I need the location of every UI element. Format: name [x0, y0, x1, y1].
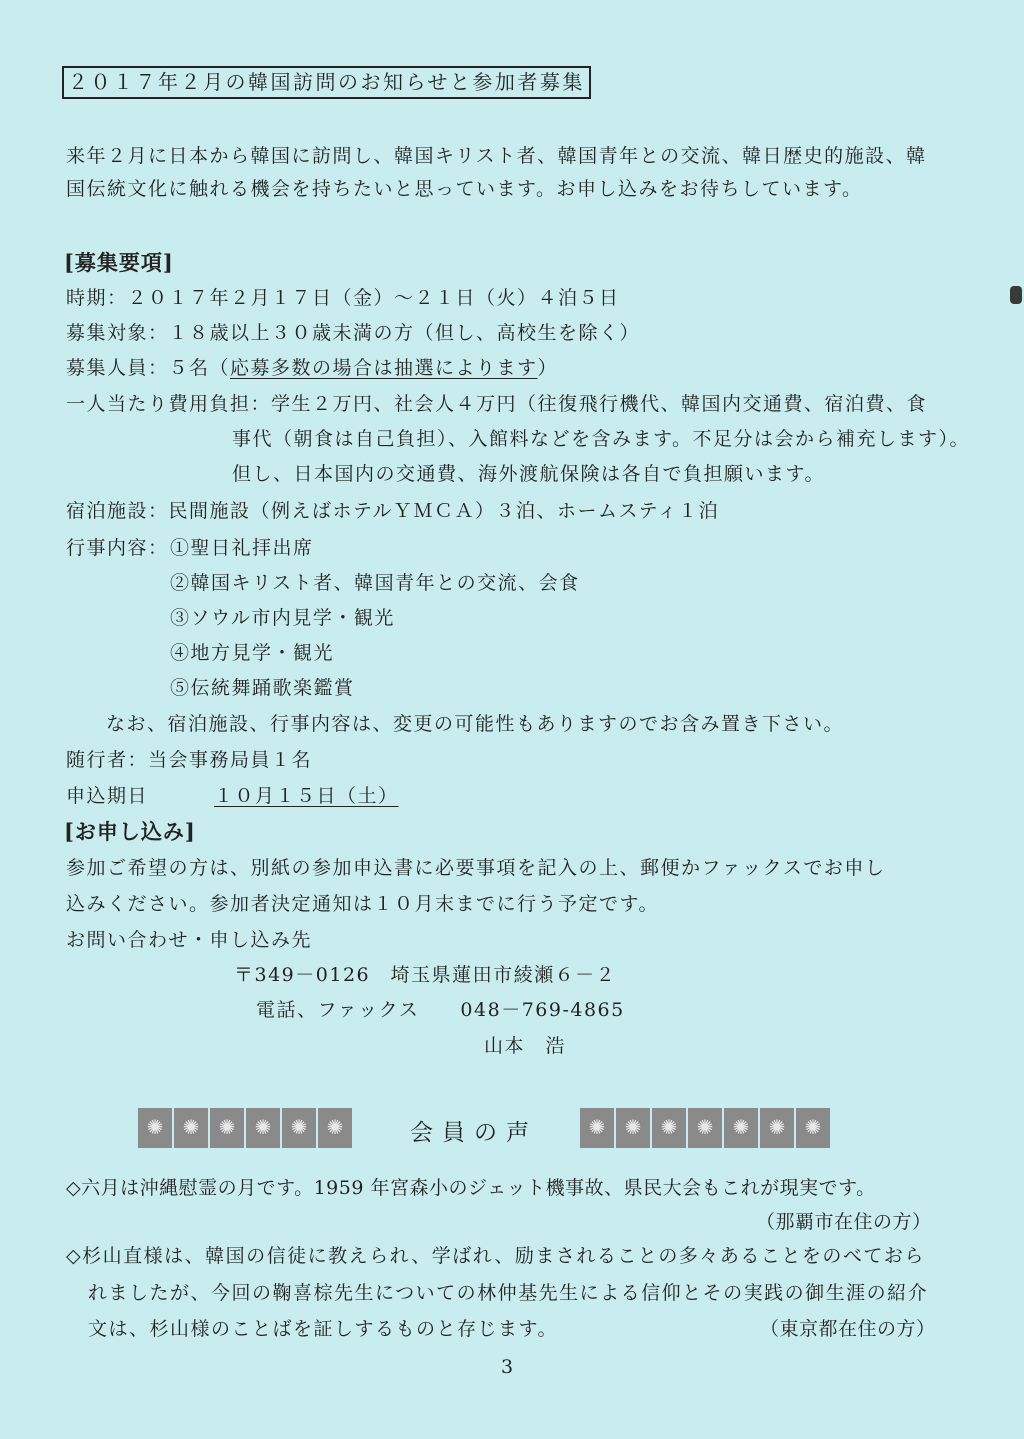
activity-item: ④地方見学・観光 [170, 642, 335, 664]
flower-ornament-icon [616, 1108, 650, 1148]
flower-ornament-icon [174, 1108, 208, 1148]
capacity-close: ） [537, 357, 559, 379]
flower-ornament-icon [580, 1108, 614, 1148]
capacity-line [66, 356, 558, 380]
capacity-label: 募集人員：５名（ [66, 357, 231, 379]
contact-label: お問い合わせ・申し込み先 [66, 929, 313, 951]
cost-line-1: 一人当たり費用負担：学生２万円、社会人４万円（往復飛行機代、韓国内交通費、宿泊費、食 [66, 393, 928, 415]
ornament-right [580, 1108, 830, 1148]
flower-ornament-icon [652, 1108, 686, 1148]
period-line: 時期：２０１７年２月１７日（金）～２１日（火）４泊５日 [66, 287, 620, 309]
voice-2-line-1: ◇杉山直様は、韓国の信徒に教えられ、学ばれ、励まされることの多々あることをのべておら [66, 1245, 925, 1267]
flower-ornament-icon [724, 1108, 758, 1148]
activity-item: ①聖日礼拝出席 [170, 537, 314, 559]
page-title: ２０１７年２月の韓国訪問のお知らせと参加者募集 [62, 66, 591, 99]
intro-line-1: 来年２月に日本から韓国に訪問し、韓国キリスト者、韓国青年との交流、韓日歴史的施設、韓 [66, 145, 927, 167]
flower-ornament-icon [246, 1108, 280, 1148]
page-number: 3 [500, 1356, 514, 1378]
voice-2-signature: （東京都在住の方） [760, 1318, 936, 1340]
flower-ornament-icon [210, 1108, 244, 1148]
activity-item: ②韓国キリスト者、韓国青年との交流、会食 [170, 572, 580, 594]
application-heading: [お申し込み] [64, 819, 196, 844]
cost-line-3: 但し、日本国内の交通費、海外渡航保険は各自で負担願います。 [232, 463, 825, 485]
requirements-heading: [募集要項] [64, 250, 174, 275]
activities-label: 行事内容： [66, 537, 169, 559]
application-line-1: 参加ご希望の方は、別紙の参加申込書に必要事項を記入の上、郵便かファックスでお申し [66, 857, 886, 879]
deadline-label: 申込期日 [66, 785, 149, 807]
cost-line-2: 事代（朝食は自己負担）、入館料などを含みます。不足分は会から補充します）。 [232, 428, 970, 450]
activity-item: ⑤伝統舞踊歌楽鑑賞 [170, 677, 355, 699]
voice-2-line-3: 文は、杉山様のことばを証しするものと存じます。 [88, 1318, 558, 1340]
capacity-note: 応募多数の場合は抽選によります [230, 357, 538, 379]
flower-ornament-icon [688, 1108, 722, 1148]
scan-edge-mark [1010, 286, 1022, 304]
application-line-2: 込みください。参加者決定通知は１０月末までに行う予定です。 [66, 893, 659, 915]
deadline-value: １０月１５日（土） [214, 785, 399, 807]
target-line: 募集対象：１８歳以上３０歳未満の方（但し、高校生を除く） [66, 322, 641, 344]
escort-line: 随行者：当会事務局員１名 [66, 749, 313, 771]
voice-1-signature: （那覇市在住の方） [756, 1211, 932, 1233]
contact-phone: 電話、ファックス 048－769-4865 [256, 999, 625, 1021]
changes-note: なお、宿泊施設、行事内容は、変更の可能性もありますのでお含み置き下さい。 [106, 713, 845, 735]
flower-ornament-icon [138, 1108, 172, 1148]
flower-ornament-icon [796, 1108, 830, 1148]
flower-ornament-icon [760, 1108, 794, 1148]
lodging-line: 宿泊施設：民間施設（例えばホテルＹＭＣＡ）３泊、ホームスティ１泊 [66, 500, 720, 522]
ornament-left [138, 1108, 352, 1148]
flower-ornament-icon [318, 1108, 352, 1148]
voice-1: ◇六月は沖縄慰霊の月です。1959 年宮森小のジェット機事故、県民大会もこれが現実です。 [66, 1177, 876, 1199]
activity-item: ③ソウル市内見学・観光 [170, 607, 395, 629]
contact-address: 〒349－0126 埼玉県蓮田市綾瀬６－２ [234, 964, 617, 986]
flower-ornament-icon [282, 1108, 316, 1148]
contact-name: 山本 浩 [484, 1035, 567, 1057]
members-voice-heading: 会員の声 [410, 1120, 538, 1146]
intro-line-2: 国伝統文化に触れる機会を持ちたいと思っています。お申し込みをお待ちしています。 [66, 178, 863, 200]
voice-2-line-2: れましたが、今回の鞠喜棕先生についての林仲基先生による信仰とその実践の御生涯の紹介 [88, 1282, 929, 1304]
